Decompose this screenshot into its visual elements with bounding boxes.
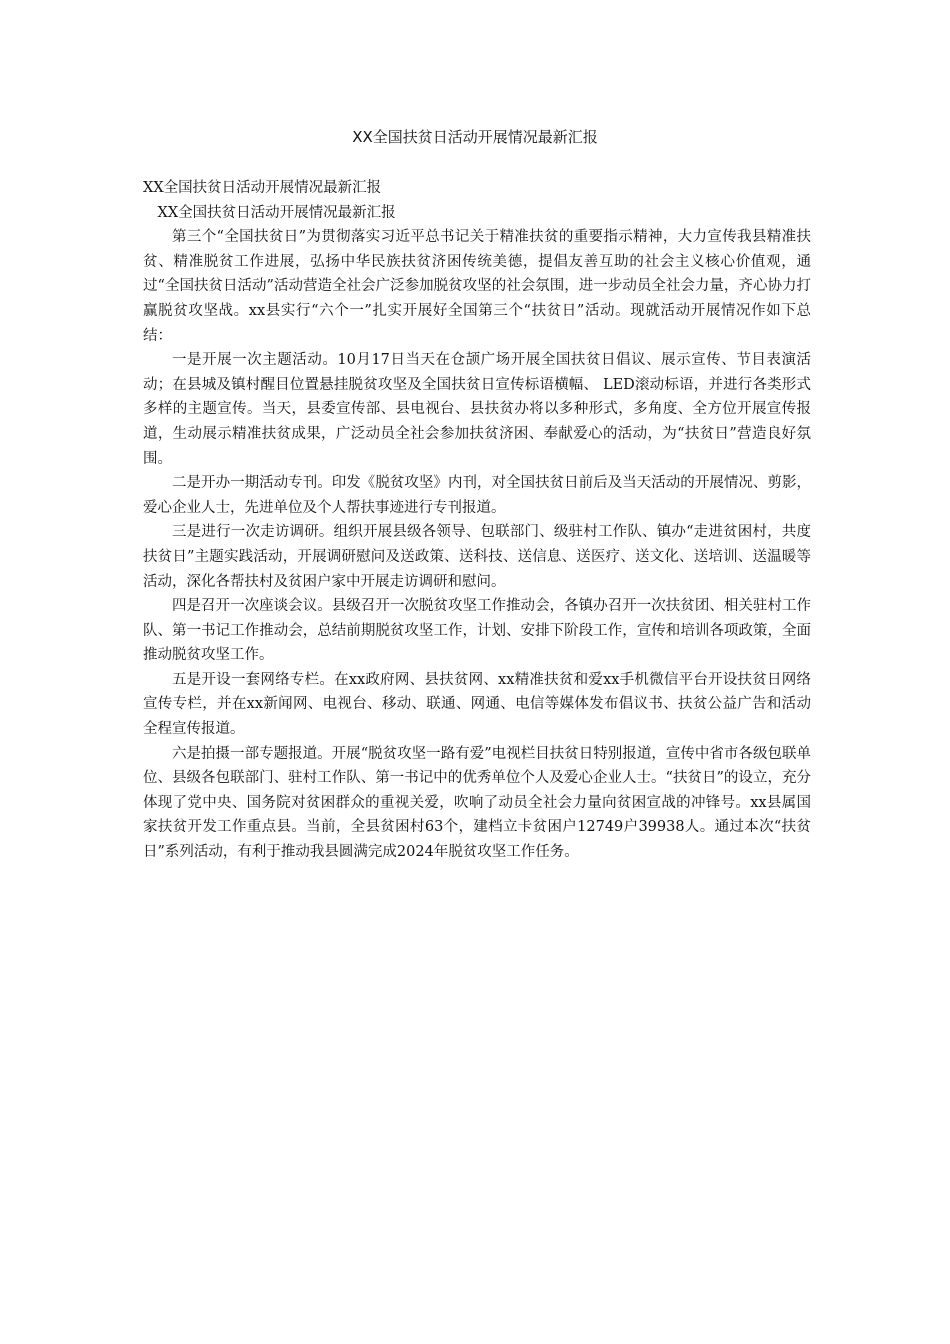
paragraph-web-column: 五是开设一套网络专栏。在xx政府网、县扶贫网、xx精准扶贫和爱xx手机微信平台开设扶贫日网络宣传专栏，并在xx新闻网、电视台、移动、联通、网通、电信等媒体发布倡议书、扶贫公益广告和活动全程宣传报道。	[143, 671, 811, 738]
document-subheading: XX全国扶贫日活动开展情况最新汇报	[157, 204, 396, 221]
paragraph-symposium: 四是召开一次座谈会议。县级召开一次脱贫攻坚工作推动会，各镇办召开一次扶贫团、相关驻村工作队、第一书记工作推动会，总结前期脱贫攻坚工作，计划、安排下阶段工作，宣传和培训各项政策，全面推动脱贫攻坚工作。	[143, 598, 811, 664]
paragraph-theme-activity: 一是开展一次主题活动。10月17日当天在仓颉广场开展全国扶贫日倡议、展示宣传、节目表演活动；在县城及镇村醒目位置悬挂脱贫攻坚及全国扶贫日宣传标语横幅、 LED滚动标语，并进行各类形式多样的主题宣传。当天，县委宣传部、县电视台、县扶贫办将以多种形式，多角度、全方位开展宣传报道，生动展示精准扶贫成果，广泛动员全社会参加扶贫济困、奉献爱心的活动，为“扶贫日”营造良好氛围。	[143, 352, 811, 467]
document-body	[143, 176, 811, 865]
document-title: XX全国扶贫日活动开展情况最新汇报	[352, 128, 598, 146]
paragraph-intro: 第三个“全国扶贫日”为贯彻落实习近平总书记关于精准扶贫的重要指示精神，大力宣传我县精准扶贫、精准脱贫工作进展，弘扬中华民族扶贫济困传统美德，提倡友善互助的社会主义核心价值观，通过“全国扶贫日活动”活动营造全社会广泛参加脱贫攻坚的社会氛围，进一步动员全社会力量，齐心协力打赢脱贫攻坚战。xx县实行“六个一”扎实开展好全国第三个“扶贫日”活动。现就活动开展情况作如下总结：	[143, 229, 811, 344]
paragraph-special-report: 六是拍摄一部专题报道。开展“脱贫攻坚一路有爱”电视栏目扶贫日特别报道，宣传中省市各级包联单位、县级各包联部门、驻村工作队、第一书记中的优秀单位个人及爱心企业人士。“扶贫日”的设立，充分体现了党中央、国务院对贫困群众的重视关爱，吹响了动员全社会力量向贫困宣战的冲锋号。xx县属国家扶贫开发工作重点县。当前，全县贫困村63个，建档立卡贫困户12749户39938人。通过本次“扶贫日”系列活动，有利于推动我县圆满完成2024年脱贫攻坚工作任务。	[143, 745, 811, 861]
document-heading: XX全国扶贫日活动开展情况最新汇报	[143, 180, 382, 196]
paragraph-special-issue: 二是开办一期活动专刊。印发《脱贫攻坚》内刊，对全国扶贫日前后及当天活动的开展情况、剪影，爱心企业人士，先进单位及个人帮扶事迹进行专刊报道。	[143, 475, 811, 516]
paragraph-field-visit: 三是进行一次走访调研。组织开展县级各领导、包联部门、级驻村工作队、镇办“走进贫困村，共度扶贫日”主题实践活动，开展调研慰问及送政策、送科技、送信息、送医疗、送文化、送培训、送温暖等活动，深化各帮扶村及贫困户家中开展走访调研和慰问。	[143, 524, 811, 590]
